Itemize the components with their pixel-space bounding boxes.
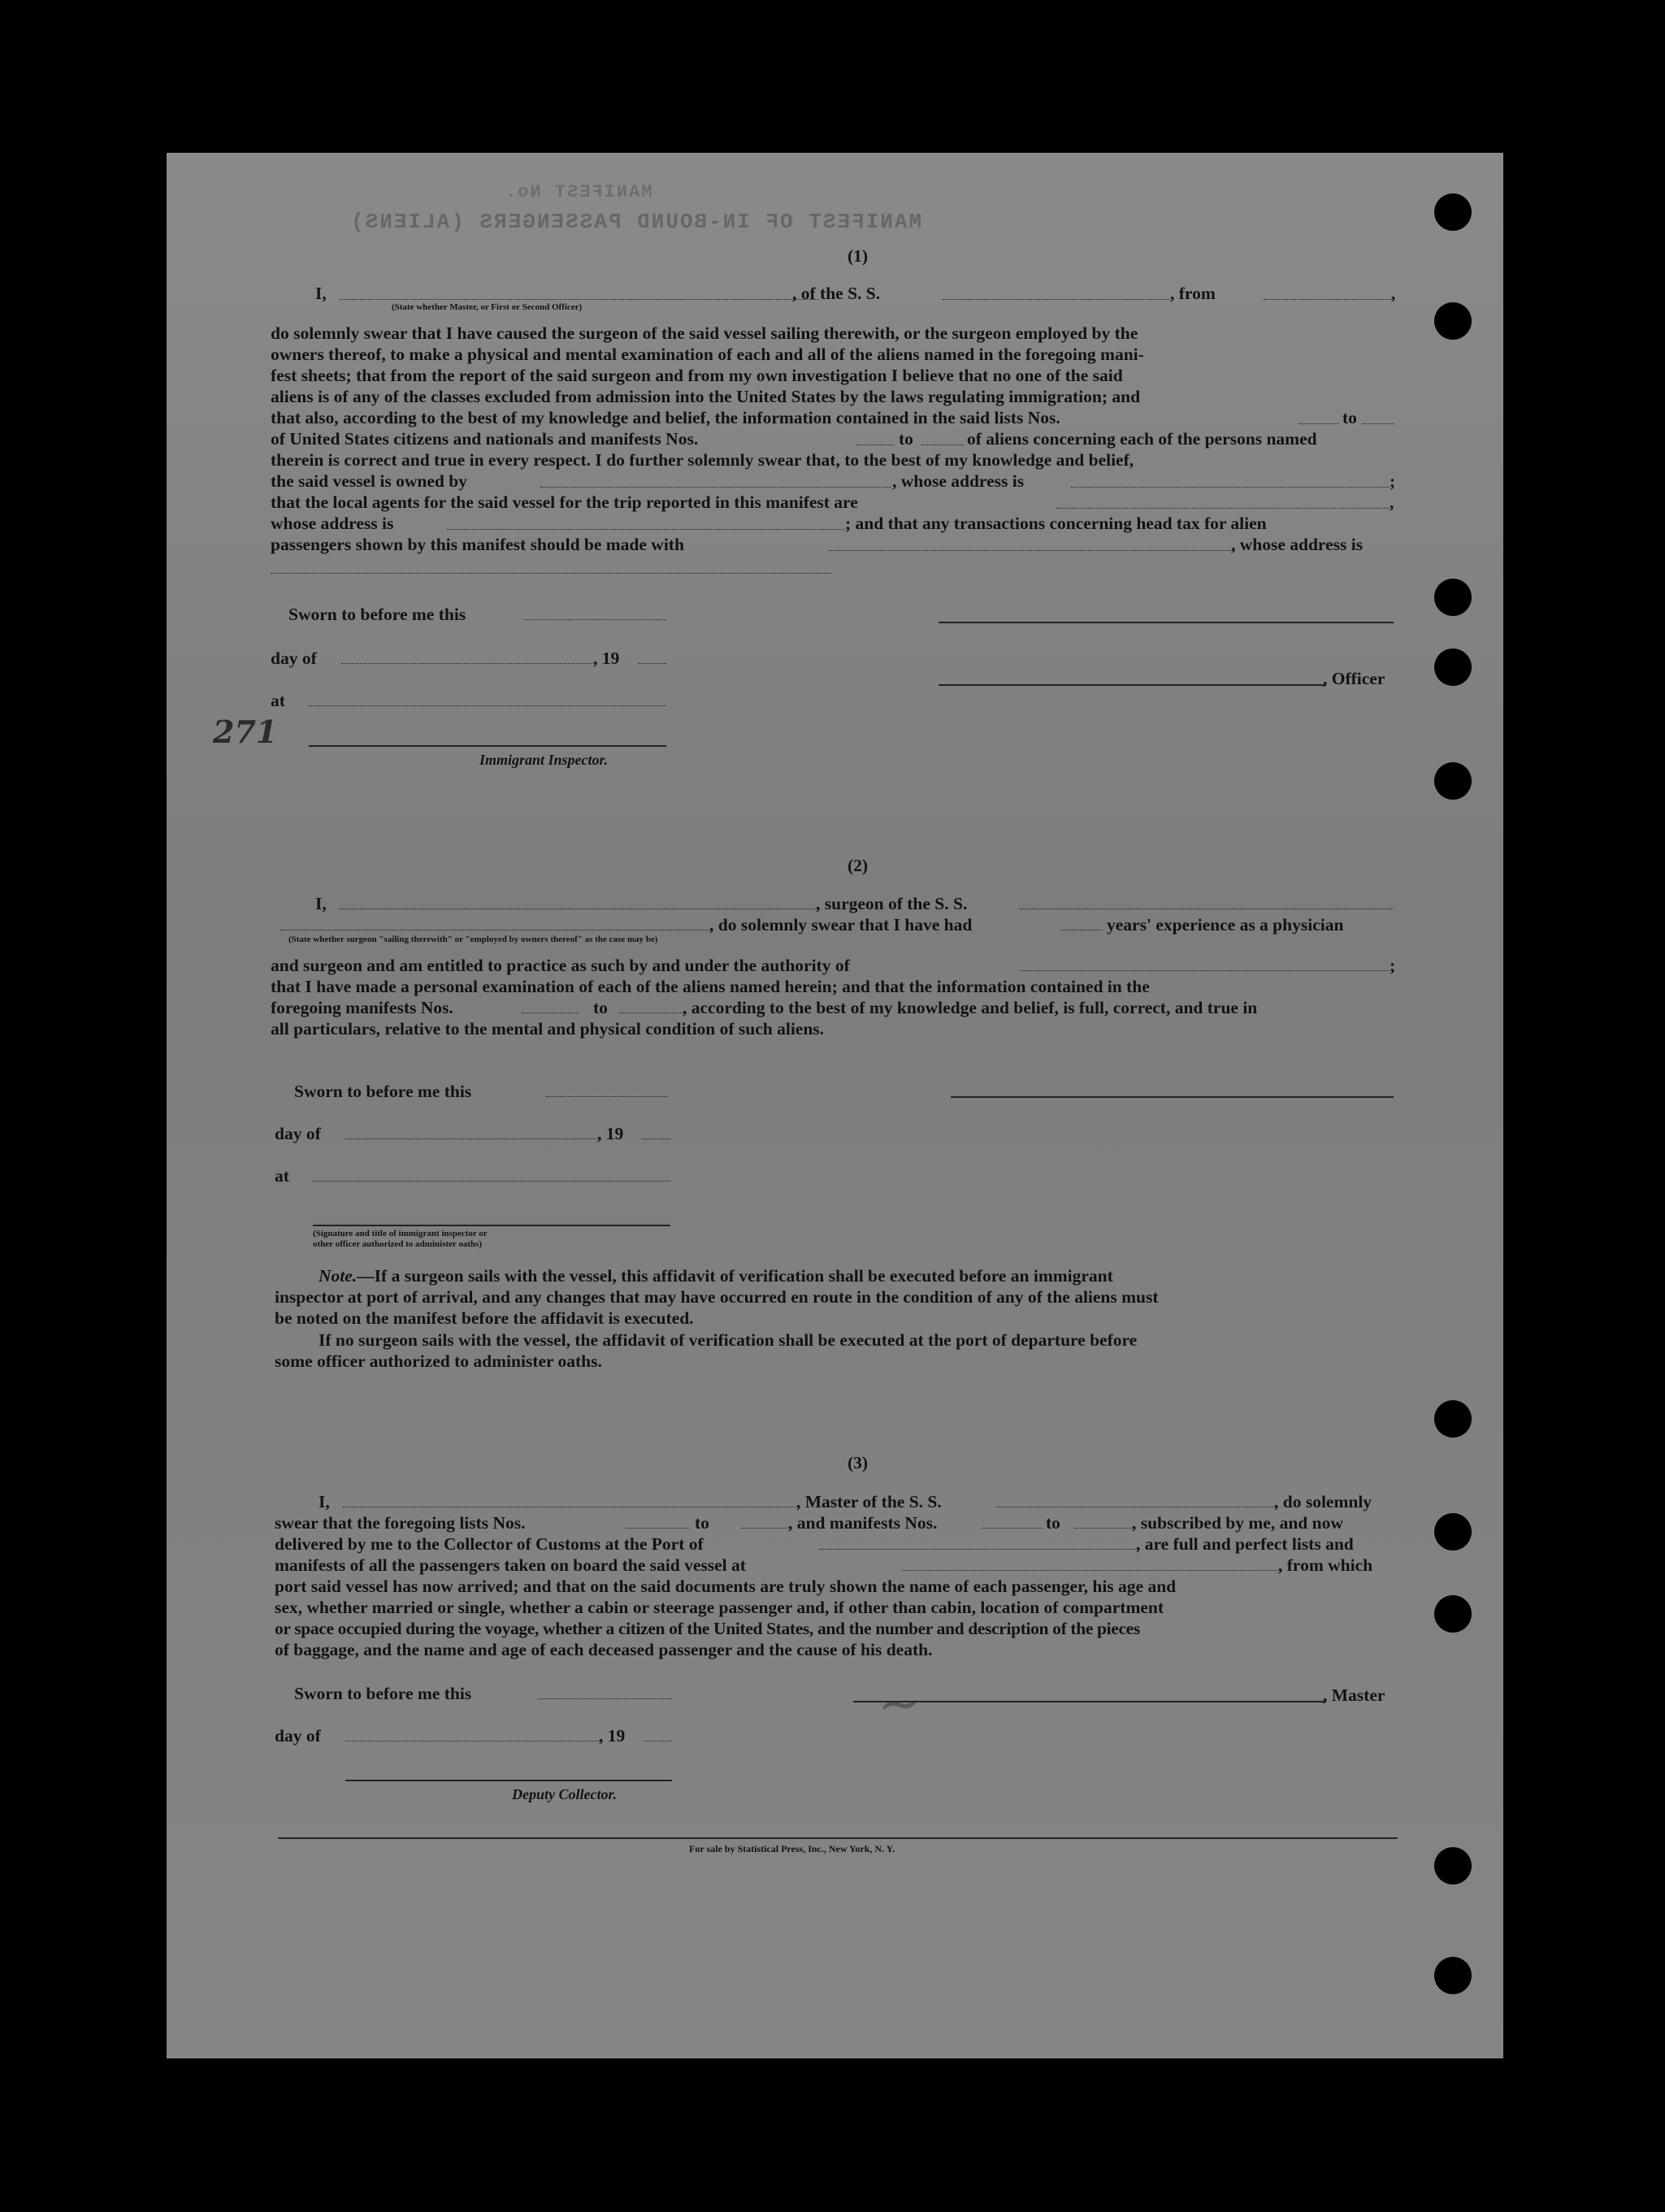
s3-sworn: Sworn to before me this: [294, 1684, 472, 1703]
note-line-3: be noted on the manifest before the affidavit is executed.: [275, 1308, 694, 1328]
s3-port-field[interactable]: [819, 1549, 1138, 1550]
s3-line-1c: , and manifests Nos.: [788, 1513, 938, 1533]
s1-year-field[interactable]: [638, 663, 666, 664]
s1-lists-to: to: [1342, 408, 1357, 427]
s1-line-7: therein is correct and true in every respect. I do further solemnly swear that, to the best of my knowledge and belief,: [271, 450, 1134, 470]
s1-comma-2: ,: [1390, 492, 1394, 512]
s3-lists-to-field[interactable]: [741, 1528, 790, 1529]
s3-line-7: of baggage, and the name and age of each deceased passenger and the cause of his death.: [275, 1640, 933, 1659]
s1-comma: ,: [1391, 284, 1396, 303]
s3-line-2b: , are full and perfect lists and: [1136, 1534, 1354, 1554]
s1-line-5: that also, according to the best of my knowledge and belief, the information contained in the said lists Nos.: [271, 408, 1060, 427]
bleed-through-heading: MANIFEST OF IN-BOUND PASSENGERS (ALIENS): [349, 210, 922, 234]
owner-field[interactable]: [540, 487, 891, 488]
master-signature: ~: [875, 1672, 924, 1736]
note-text-1: —If a surgeon sails with the vessel, this affidavit of verification shall be executed before an immigrant: [357, 1266, 1113, 1286]
punch-hole: [1434, 193, 1472, 231]
s2-line-3c: , according to the best of my knowledge and belief, is full, correct, and true in: [683, 998, 1258, 1017]
s1-day-of: day of: [271, 648, 317, 668]
s1-sworn-day-field[interactable]: [524, 619, 666, 620]
s2-I: I,: [315, 894, 327, 913]
s1-at: at: [271, 691, 285, 710]
s3-line-1a: swear that the foregoing lists Nos.: [275, 1513, 526, 1533]
s1-month-field[interactable]: [341, 663, 593, 664]
note-line-4: If no surgeon sails with the vessel, the affidavit of verification shall be executed at the port of departure before: [319, 1330, 1138, 1350]
punch-hole: [1434, 1400, 1472, 1438]
s3-line-1b: to: [695, 1513, 709, 1533]
vessel-name-field[interactable]: [943, 299, 1170, 300]
s2-surgeon-of: , surgeon of the S. S.: [816, 894, 968, 913]
punch-hole: [1434, 1957, 1472, 1994]
s2-place-field[interactable]: [313, 1181, 670, 1182]
lists-no-to-field[interactable]: [1362, 423, 1394, 424]
s1-semicolon-1: ;: [1390, 471, 1396, 491]
s3-line-6: or space occupied during the voyage, whether a citizen of the United States, and the number and description of the pieces: [275, 1619, 1140, 1638]
s1-I: I,: [315, 284, 327, 303]
s1-whose-address-is: , whose address is: [1231, 535, 1364, 554]
s3-master-signature-line[interactable]: [853, 1701, 1325, 1702]
s1-of-ss: , of the S. S.: [792, 284, 881, 303]
s3-master: , Master: [1323, 1685, 1385, 1705]
footer-printer: For sale by Statistical Press, Inc., New York, N. Y.: [689, 1843, 895, 1854]
local-agents-field[interactable]: [1056, 508, 1390, 509]
s1-line-8: the said vessel is owned by: [271, 471, 467, 491]
s1-whose-address: , whose address is: [892, 471, 1025, 491]
punch-hole: [1434, 1847, 1472, 1885]
s3-line-4: port said vessel has now arrived; and that on the said documents are truly shown the name of each passenger, his age and: [275, 1577, 1177, 1596]
s2-line-4: all particulars, relative to the mental and physical condition of such aliens.: [271, 1019, 825, 1039]
s1-inspector-signature-line[interactable]: [309, 745, 666, 747]
s2-nineteen: , 19: [597, 1124, 624, 1143]
from-port-field[interactable]: [1264, 299, 1394, 300]
s1-line-11: passengers shown by this manifest should be made with: [271, 535, 684, 554]
s2-surgeon-signature-line[interactable]: [951, 1096, 1394, 1098]
s2-line-1-end: ;: [1390, 956, 1396, 975]
s3-master-of: , Master of the S. S.: [796, 1492, 942, 1512]
officer-caption: (State whether Master, or First or Second Officer): [392, 302, 583, 312]
bleed-through-manifest-no: MANIFEST No.: [504, 182, 653, 202]
s2-line-3a: foregoing manifests Nos.: [271, 998, 453, 1017]
s3-day-of: day of: [275, 1726, 321, 1746]
officer-name-field[interactable]: [340, 299, 819, 300]
s1-place-field[interactable]: [309, 705, 666, 706]
section-1-number: (1): [848, 246, 869, 266]
punch-hole: [1434, 762, 1472, 800]
s1-officer-signature-line-top[interactable]: [939, 622, 1394, 623]
s1-nineteen: , 19: [593, 648, 620, 668]
s1-line-4: aliens is of any of the classes excluded from admission into the United States by the laws regulating immigration; and: [271, 387, 1141, 406]
s2-sworn-day-field[interactable]: [546, 1096, 668, 1097]
surgeon-caption: (State whether surgeon "sailing therewith" or "employed by owners thereof" as the case may be): [288, 935, 658, 944]
s3-line-2a: delivered by me to the Collector of Customs at the Port of: [275, 1534, 704, 1554]
note-label: Note.: [319, 1266, 358, 1286]
section-2-number: (2): [848, 856, 869, 875]
s3-line-3b: , from which: [1278, 1555, 1373, 1575]
s3-manifests-to-field[interactable]: [1074, 1528, 1133, 1529]
s3-do-solemnly: , do solemnly: [1274, 1492, 1372, 1512]
s2-line-3b: to: [593, 998, 608, 1017]
s3-line-1e: , subscribed by me, and now: [1132, 1513, 1343, 1533]
s3-deputy-signature-line[interactable]: [345, 1780, 672, 1781]
s1-from: , from: [1170, 284, 1216, 303]
s3-deputy-caption: Deputy Collector.: [512, 1786, 617, 1802]
s1-officer: , Officer: [1323, 669, 1385, 688]
owner-address-field[interactable]: [1071, 487, 1390, 488]
s2-years: years' experience as a physician: [1107, 915, 1344, 935]
s3-lists-from-field[interactable]: [626, 1528, 689, 1529]
s1-aliens-concerning: of aliens concerning each of the persons named: [967, 429, 1317, 449]
note-line-5: some officer authorized to administer oaths.: [275, 1351, 602, 1371]
s2-swear: , do solemnly swear that I have had: [709, 915, 973, 935]
section-3-number: (3): [848, 1453, 869, 1472]
punch-hole: [1434, 579, 1472, 616]
s2-line-2: that I have made a personal examination of each of the aliens named herein; and that the information contained in the: [271, 977, 1150, 996]
punch-hole: [1434, 302, 1472, 340]
footer-rule: [278, 1837, 1398, 1839]
s3-I: I,: [319, 1492, 330, 1512]
head-tax-address-field[interactable]: [271, 573, 831, 574]
s2-official-signature-line[interactable]: [313, 1225, 670, 1226]
note-line-1: [319, 1265, 1113, 1286]
punch-hole: [1434, 1513, 1472, 1551]
s2-sworn: Sworn to before me this: [294, 1082, 472, 1101]
s2-sig-caption-2: other officer authorized to administer oaths): [313, 1239, 483, 1249]
agents-address-field[interactable]: [447, 529, 845, 530]
s1-line-6: of United States citizens and nationals and manifests Nos.: [271, 429, 699, 449]
s3-line-5: sex, whether married or single, whether a cabin or steerage passenger and, if other than cabin, location of compartment: [275, 1598, 1164, 1617]
note-line-2: inspector at port of arrival, and any changes that may have occurred en route in the condition of any of the aliens must: [275, 1287, 1159, 1307]
punch-hole: [1434, 648, 1472, 686]
s2-sig-caption-1: (Signature and title of immigrant inspector or: [313, 1229, 488, 1238]
s3-sworn-day-field[interactable]: [538, 1698, 672, 1699]
lists-no-from-field[interactable]: [1299, 423, 1339, 424]
s3-departure-port-field[interactable]: [902, 1570, 1280, 1571]
s1-line-1: do solemnly swear that I have caused the surgeon of the said vessel sailing therewith, or the surgeon employed by the: [271, 323, 1138, 343]
punch-hole: [1434, 1595, 1472, 1633]
s1-line-3: fest sheets; that from the report of the said surgeon and from my own investigation I believe that no one of the said: [271, 366, 1123, 385]
s1-officer-signature-line[interactable]: [939, 684, 1325, 686]
s2-line-1: and surgeon and am entitled to practice as such by and under the authority of: [271, 956, 850, 975]
head-tax-party-field[interactable]: [829, 550, 1235, 551]
s1-line-2: owners thereof, to make a physical and mental examination of each and all of the aliens named in the foregoing mani-: [271, 345, 1144, 364]
margin-handwritten-number: 271: [213, 713, 278, 750]
s1-inspector-caption: Immigrant Inspector.: [479, 752, 609, 768]
authority-field[interactable]: [1020, 970, 1390, 971]
s2-at: at: [275, 1166, 289, 1186]
s1-manifests-to: to: [899, 429, 913, 449]
s3-line-1d: to: [1046, 1513, 1060, 1533]
s3-line-3a: manifests of all the passengers taken on board the said vessel at: [275, 1555, 746, 1575]
s1-line-9: that the local agents for the said vessel for the trip reported in this manifest are: [271, 492, 858, 512]
s1-sworn: Sworn to before me this: [288, 605, 466, 624]
s1-line-10: whose address is: [271, 514, 394, 533]
s3-manifests-from-field[interactable]: [982, 1528, 1043, 1529]
s1-head-tax: ; and that any transactions concerning head tax for alien: [845, 514, 1267, 533]
s3-nineteen: , 19: [599, 1726, 626, 1746]
s2-day-of: day of: [275, 1124, 321, 1143]
